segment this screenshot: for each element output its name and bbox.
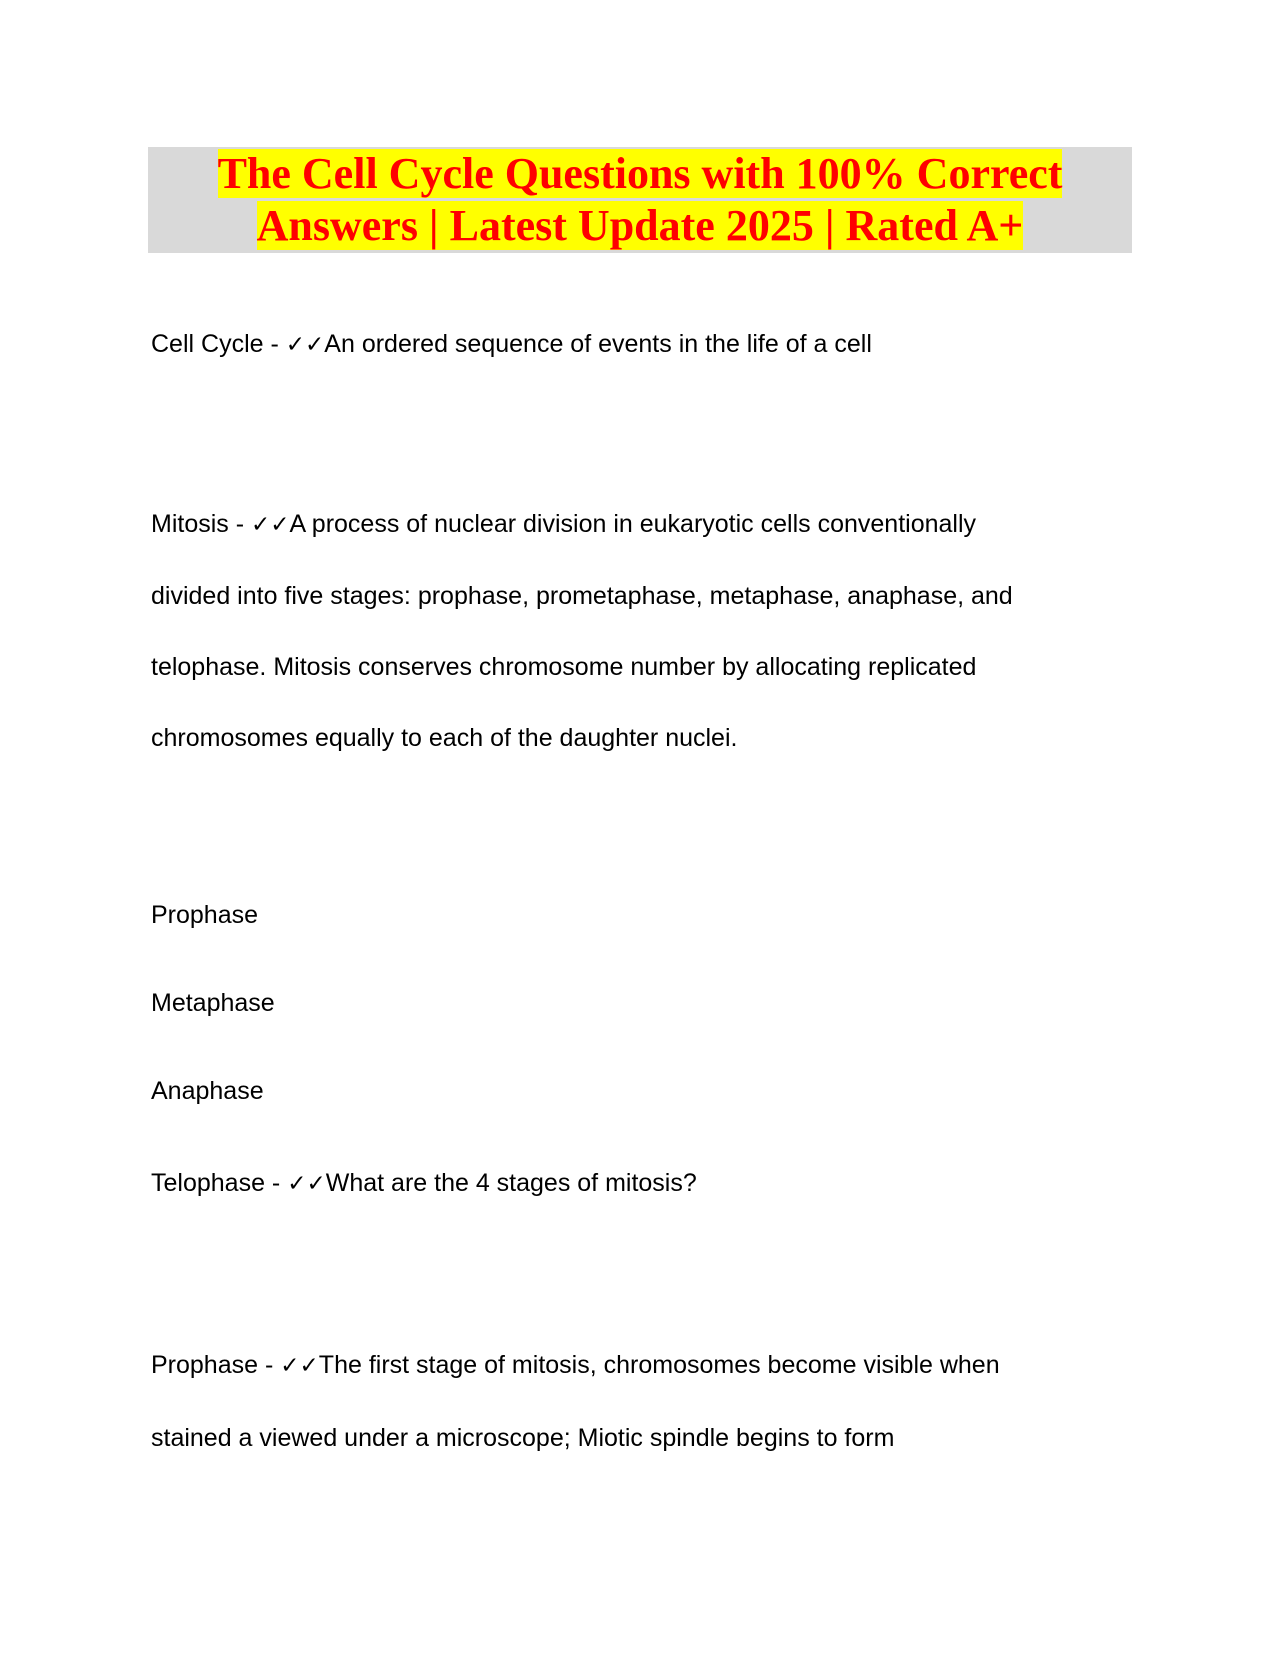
document-title: [148, 148, 1132, 252]
stage-line: Anaphase: [151, 1077, 264, 1105]
answer-continuation: chromosomes equally to each of the daughter nuclei.: [151, 724, 738, 752]
checkmark-icon: ✓✓: [280, 1353, 319, 1379]
answer-continuation: stained a viewed under a microscope; Miotic spindle begins to form: [151, 1424, 895, 1452]
answer-text: An ordered sequence of events in the life of a cell: [324, 330, 872, 358]
entry-cell-cycle: [151, 329, 872, 360]
term-label: Mitosis -: [151, 510, 251, 538]
term-label: Prophase -: [151, 1351, 281, 1379]
answer-text: The first stage of mitosis, chromosomes become visible when: [318, 1351, 1000, 1379]
stage-line: Metaphase: [151, 989, 275, 1017]
entry-mitosis: [151, 509, 976, 540]
term-label: Cell Cycle -: [151, 330, 286, 358]
checkmark-icon: ✓✓: [251, 512, 290, 538]
answer-continuation: telophase. Mitosis conserves chromosome number by allocating replicated: [151, 653, 977, 681]
checkmark-icon: ✓✓: [285, 332, 325, 358]
title-line-1: The Cell Cycle Questions with 100% Correct: [217, 149, 1063, 198]
title-line-2: Answers | Latest Update 2025 | Rated A+: [256, 201, 1024, 250]
answer-continuation: divided into five stages: prophase, prometaphase, metaphase, anaphase, and: [151, 582, 1013, 610]
term-label: Telophase -: [151, 1169, 288, 1197]
entry-telophase: [151, 1168, 697, 1199]
entry-prophase: [151, 1350, 1000, 1381]
answer-text: A process of nuclear division in eukaryotic cells conventionally: [289, 510, 977, 538]
stage-line: Prophase: [151, 901, 259, 929]
answer-text: What are the 4 stages of mitosis?: [325, 1169, 697, 1197]
checkmark-icon: ✓✓: [287, 1171, 326, 1197]
